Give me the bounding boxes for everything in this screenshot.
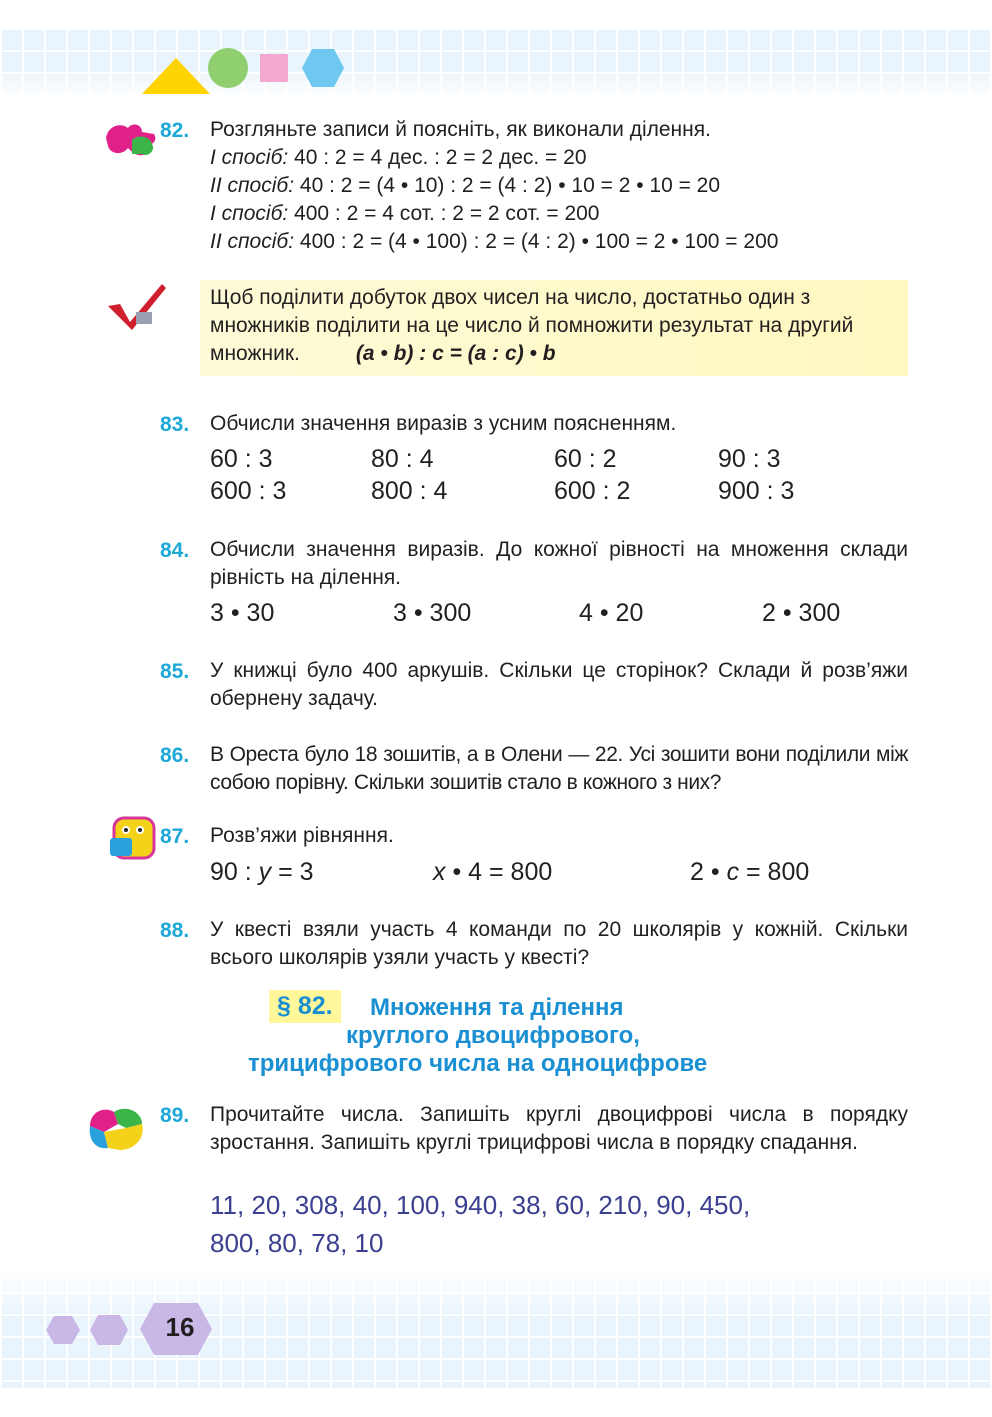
expression: 900 : 3 <box>718 477 795 505</box>
exercise-86-text: В Ореста було 18 зошитів, а в Олени — 22. Усі зошити вони поділили між собою порівну. Скільки зошитів стало в кожного з них? <box>210 743 908 794</box>
equation: 2 • c = 800 <box>690 858 810 886</box>
rule-formula: (a • b) : c = (a : c) • b <box>355 342 556 365</box>
hexagon-shape <box>302 49 344 87</box>
exercise-87-number: 87. <box>160 825 190 848</box>
small-hexagon <box>90 1315 128 1345</box>
exercise-82-line-4: ІІ спосіб: 400 : 2 = (4 • 100) : 2 = (4 : 2) • 100 = 2 • 100 = 200 <box>210 230 779 253</box>
numbers-line-2: 800, 80, 78, 10 <box>210 1228 384 1258</box>
exercise-89-text: Прочитайте числа. Запишіть круглі двоцифрові числа в порядку зростання. Запишіть круглі трицифрові числа в порядку спадання. <box>210 1103 908 1154</box>
exercise-84-text: Обчисли значення виразів. До кожної рівності на множення склади рівність на ділення. <box>210 538 908 589</box>
exercise-82-line-1: І спосіб: 40 : 2 = 4 дес. : 2 = 2 дес. = 20 <box>210 146 587 169</box>
expression: 600 : 2 <box>554 477 631 505</box>
top-shapes <box>140 44 350 96</box>
backpack-icon <box>106 810 162 860</box>
section-title-line-3: трицифрового числа на одноцифрове <box>248 1050 708 1077</box>
expression: 4 • 20 <box>579 599 644 627</box>
exercise-82-line-3: І спосіб: 400 : 2 = 4 сот. : 2 = 2 сот. = 200 <box>210 202 600 225</box>
checkmark-pencil-icon <box>106 282 170 332</box>
rule-text: Щоб поділити добуток двох чисел на число, достатньо один з множників поділити на це число й помножити результат на другий множник. (a • b) : c = (a : c) • b <box>210 286 854 365</box>
expression: 800 : 4 <box>371 477 448 505</box>
exercise-86-number: 86. <box>160 744 190 767</box>
expression: 600 : 3 <box>210 477 287 505</box>
equation: x • 4 = 800 <box>433 858 553 886</box>
expression: 60 : 3 <box>210 445 273 473</box>
expression: 2 • 300 <box>762 599 841 627</box>
exercise-87-text: Розв’яжи рівняння. <box>210 824 394 847</box>
numbers-line-1: 11, 20, 308, 40, 100, 940, 38, 60, 210, 90, 450, <box>210 1190 751 1220</box>
exercise-84-number: 84. <box>160 539 190 562</box>
exercise-85-number: 85. <box>160 660 190 683</box>
section-title-line-2: круглого двоцифрового, <box>346 1022 640 1049</box>
expression: 60 : 2 <box>554 445 617 473</box>
expression: 80 : 4 <box>371 445 434 473</box>
expression: 3 • 30 <box>210 599 275 627</box>
circle-shape <box>208 48 248 88</box>
square-shape <box>260 54 288 82</box>
page-number: 16 <box>165 1312 195 1342</box>
exercise-88-number: 88. <box>160 919 190 942</box>
exercise-83-number: 83. <box>160 413 190 436</box>
exercise-83-text: Обчисли значення виразів з усним поясненням. <box>210 412 677 435</box>
equation: 90 : y = 3 <box>210 858 314 886</box>
puzzle-icon <box>102 118 160 164</box>
expression: 90 : 3 <box>718 445 781 473</box>
section-number: § 82. <box>269 990 341 1023</box>
exercise-85-text: У книжці було 400 аркушів. Скільки це сторінок? Склади й розв’яжи обернену задачу. <box>210 659 908 710</box>
exercise-88-text: У квесті взяли участь 4 команди по 20 школярів у кожній. Скільки всього школярів узяли участь у квесті? <box>210 918 908 969</box>
puzzle-colorful-icon <box>86 1102 148 1154</box>
triangle-shape <box>142 58 210 94</box>
small-hexagon <box>46 1316 80 1344</box>
exercise-89-number: 89. <box>160 1104 190 1127</box>
expression: 3 • 300 <box>393 599 472 627</box>
section-title-line-1: Множення та ділення <box>370 994 624 1021</box>
exercise-82-line-2: ІІ спосіб: 40 : 2 = (4 • 10) : 2 = (4 : 2) • 10 = 2 • 10 = 20 <box>210 174 721 197</box>
exercise-82-number: 82. <box>160 119 190 142</box>
exercise-82-text: Розгляньте записи й поясніть, як виконали ділення. <box>210 118 711 141</box>
